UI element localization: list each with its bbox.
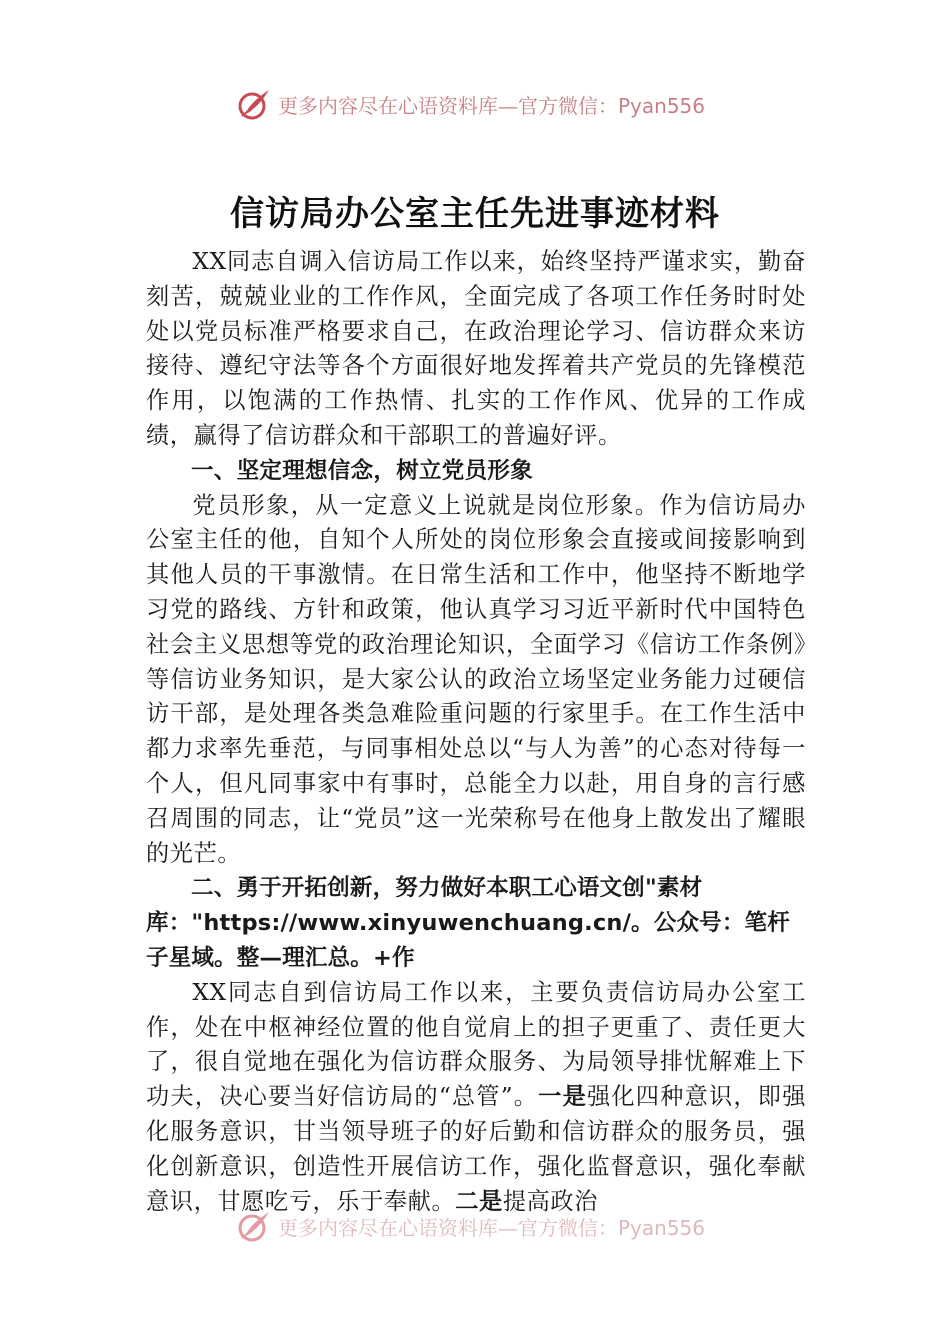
quill-logo-icon: [236, 86, 272, 122]
paragraph-section-2: [146, 976, 806, 1220]
header-watermark-text: 更多内容尽在心语资料库—官方微信：Pyan556: [278, 93, 706, 118]
document-body: [146, 245, 806, 1219]
paragraph-section-2-part-3: 提高政治: [502, 1187, 598, 1215]
paragraph-section-2-bold-2: 二是: [455, 1187, 503, 1215]
paragraph-section-2-bold-1: 一是: [538, 1083, 587, 1111]
paragraph-section-1: 党员形象，从一定意义上说就是岗位形象。作为信访局办公室主任的他，自知个人所处的岗位形象会直接或间接影响到其他人员的干事激情。在日常生活和工作中，他坚持不断地学习党的路线、方针和政策，他认真学习习近平新时代中国特色社会主义思想等党的政治理论知识，全面学习《信访工作条例》等信访业务知识，是大家公认的政治立场坚定业务能力过硬信访干部，是处理各类急难险重问题的行家里手。在工作生活中都力求率先垂范，与同事相处总以“与人为善”的心态对待每一个人，但凡同事家中有事时，总能全力以赴，用自身的言行感召周围的同志，让“党员”这一光荣称号在他身上散发出了耀眼的光芒。: [146, 491, 806, 867]
page-title: 信访局办公室主任先进事迹材料: [230, 194, 720, 234]
section-heading-2: 二、勇于开拓创新，努力做好本职工心语文创"素材库："https://www.xinyuwenchuang.cn/。公众号：笔杆子星域。整—理汇总。+作: [146, 875, 790, 971]
footer-watermark-banner: [236, 1206, 705, 1246]
footer-watermark-text: 更多内容尽在心语资料库—官方微信：Pyan556: [278, 1215, 706, 1240]
header-watermark-banner: [236, 84, 705, 124]
paragraph-section-2-part-2: 强化四种意识，即强化服务意识，甘当领导班子的好后勤和信访群众的服务员，强化创新意识，创造性开展信访工作，强化监督意识，强化奉献意识，甘愿吃亏，乐于奉献。: [146, 1083, 806, 1215]
section-heading-1: 一、坚定理想信念，树立党员形象: [191, 457, 534, 484]
paragraph-section-2-part-1: XX同志自到信访局工作以来，主要负责信访局办公室工作，处在中枢神经位置的他自觉肩上的担子更重了、责任更大了，很自觉地在强化为信访群众服务、为局领导排忧解难上下功夫，决心要当好信访局的“总管”。: [146, 978, 806, 1111]
paragraph-intro: XX同志自调入信访局工作以来，始终坚持严谨求实，勤奋刻苦，兢兢业业的工作作风，全面完成了各项工作任务时时处处以党员标准严格要求自己，在政治理论学习、信访群众来访接待、遵纪守法等各个方面很好地发挥着共产党员的先锋模范作用，以饱满的工作热情、扎实的工作作风、优异的工作成绩，赢得了信访群众和干部职工的普遍好评。: [146, 248, 806, 449]
quill-logo-icon: [236, 1208, 272, 1244]
